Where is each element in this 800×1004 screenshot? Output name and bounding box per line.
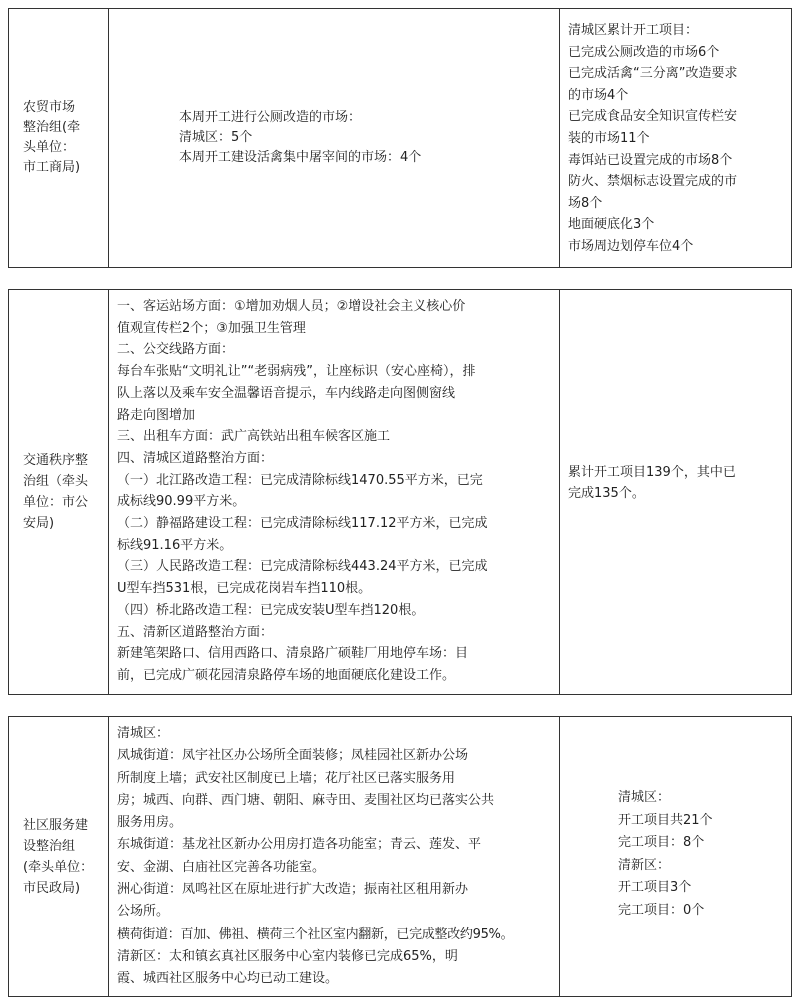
progress-line: 本周开工进行公厕改造的市场： (179, 110, 362, 125)
cumulative-line: 已完成公厕改造的市场6个 (568, 44, 720, 60)
cumulative-cell (560, 717, 791, 996)
cumulative-line: 的市场4个 (568, 87, 629, 103)
group-name-line: 交通秩序整 (23, 453, 89, 468)
cumulative-line: 开工项目3个 (618, 880, 692, 895)
progress-line: 路走向图增加 (117, 407, 196, 423)
progress-line: 成标线90.99平方米。 (117, 494, 246, 510)
table-section-community (8, 716, 792, 997)
cumulative-line: 市场周边划停车位4个 (568, 238, 694, 254)
group-name-cell (9, 290, 109, 694)
table-section-market (8, 8, 792, 268)
progress-line: 标线91.16平方米。 (117, 537, 233, 553)
progress-line: 所制度上墙；武安社区制度已上墙；花厅社区已落实服务用 (117, 770, 456, 786)
group-name-cell (9, 717, 109, 996)
progress-line: 安、金湖、白庙社区完善各功能室。 (117, 859, 326, 875)
group-name-line: 单位：市公 (23, 495, 89, 510)
progress-line: 五、清新区道路整治方面： (117, 624, 274, 640)
cumulative-line: 完工项目：0个 (618, 902, 705, 918)
progress-line: 东城街道：基龙社区新办公用房打造各功能室；青云、莲发、平 (117, 837, 482, 853)
progress-line: 清城区： (117, 726, 170, 741)
group-name-line: 社区服务建 (23, 817, 89, 833)
progress-line: （一）北江路改造工程：已完成清除标线1470.55平方米，已完 (117, 472, 483, 488)
progress-line: 横荷街道：百加、佛祖、横荷三个社区室内翻新，已完成整改约95%。 (117, 926, 514, 942)
progress-line: 清新区：太和镇玄真社区服务中心室内装修已完成65%，明 (117, 948, 458, 964)
cumulative-line: 清城区累计开工项目： (568, 23, 699, 38)
progress-line: 前，已完成广硕花园清泉路停车场的地面硬底化建设工作。 (117, 667, 456, 683)
progress-line: U型车挡531根，已完成花岗岩车挡110根。 (117, 581, 372, 597)
progress-line: 清城区：5个 (179, 130, 253, 145)
cumulative-line: 场8个 (568, 195, 603, 211)
progress-line: （三）人民路改造工程：已完成清除标线443.24平方米，已完成 (117, 559, 488, 575)
progress-line: 凤城街道：凤宇社区办公场所全面装修；凤桂园社区新办公场 (117, 748, 469, 764)
cumulative-line: 清新区： (618, 857, 671, 873)
cumulative-cell (560, 290, 791, 694)
progress-line: 每台车张贴“文明礼让”“老弱病残”，让座标识（安心座椅），排 (117, 364, 476, 380)
progress-line: 队上落以及乘车安全温馨语音提示，车内线路走向图侧窗线 (117, 385, 456, 401)
progress-line: 公场所。 (117, 904, 170, 920)
progress-line: 值观宣传栏2个；③加强卫生管理 (117, 320, 306, 336)
progress-line: （四）桥北路改造工程：已完成安装U型车挡120根。 (117, 602, 425, 618)
group-name-line: 头单位： (23, 140, 76, 155)
cumulative-line: 装的市场11个 (568, 130, 650, 146)
group-name-line: 市工商局) (23, 160, 81, 175)
cumulative-line: 完成135个。 (568, 486, 645, 501)
group-name-line: (牵头单位： (23, 859, 94, 875)
group-name-line: 设整治组 (23, 838, 76, 854)
progress-line: 洲心街道：凤鸣社区在原址进行扩大改造；振南社区租用新办 (117, 882, 469, 898)
table-section-traffic (8, 289, 792, 695)
cumulative-line: 完工项目：8个 (618, 835, 705, 850)
cumulative-line: 已完成食品安全知识宣传栏安 (568, 109, 738, 125)
cumulative-line: 地面硬底化3个 (568, 217, 655, 233)
progress-cell (109, 290, 560, 694)
cumulative-line: 累计开工项目139个，其中已 (568, 465, 736, 480)
group-name-line: 农贸市场 (23, 100, 76, 115)
cumulative-line: 清城区： (618, 790, 671, 805)
progress-line: 新建笔架路口、信用西路口、清泉路广硕鞋厂用地停车场：目 (117, 646, 469, 662)
progress-line: 房；城西、向群、西门塘、朝阳、麻寺田、麦围社区均已落实公共 (117, 792, 495, 808)
cumulative-line: 已完成活禽“三分离”改造要求 (568, 66, 738, 82)
group-name-line: 安局) (23, 516, 55, 531)
group-name-line: 治组（牵头 (23, 474, 89, 489)
progress-line: （二）静福路建设工程：已完成清除标线117.12平方米，已完成 (117, 516, 488, 532)
progress-cell (109, 9, 560, 267)
group-name-line: 市民政局) (23, 880, 81, 896)
progress-cell (109, 717, 560, 996)
progress-line: 二、公交线路方面： (117, 342, 235, 358)
group-name-cell (9, 9, 109, 267)
progress-line: 三、出租车方面：武广高铁站出租车候客区施工 (117, 429, 391, 445)
progress-line: 服务用房。 (117, 815, 183, 831)
progress-line: 霞、城西社区服务中心均已动工建设。 (117, 971, 339, 987)
cumulative-line: 毒饵站已设置完成的市场8个 (568, 152, 733, 168)
progress-line: 四、清城区道路整治方面： (117, 450, 274, 466)
cumulative-line: 开工项目共21个 (618, 812, 713, 828)
progress-line: 一、客运站场方面：①增加劝烟人员；②增设社会主义核心价 (117, 299, 466, 314)
cumulative-line: 防火、禁烟标志设置完成的市 (568, 174, 738, 190)
progress-line: 本周开工建设活禽集中屠宰间的市场：4个 (179, 150, 422, 165)
group-name-line: 整治组(牵 (23, 120, 81, 135)
cumulative-cell (560, 9, 791, 267)
